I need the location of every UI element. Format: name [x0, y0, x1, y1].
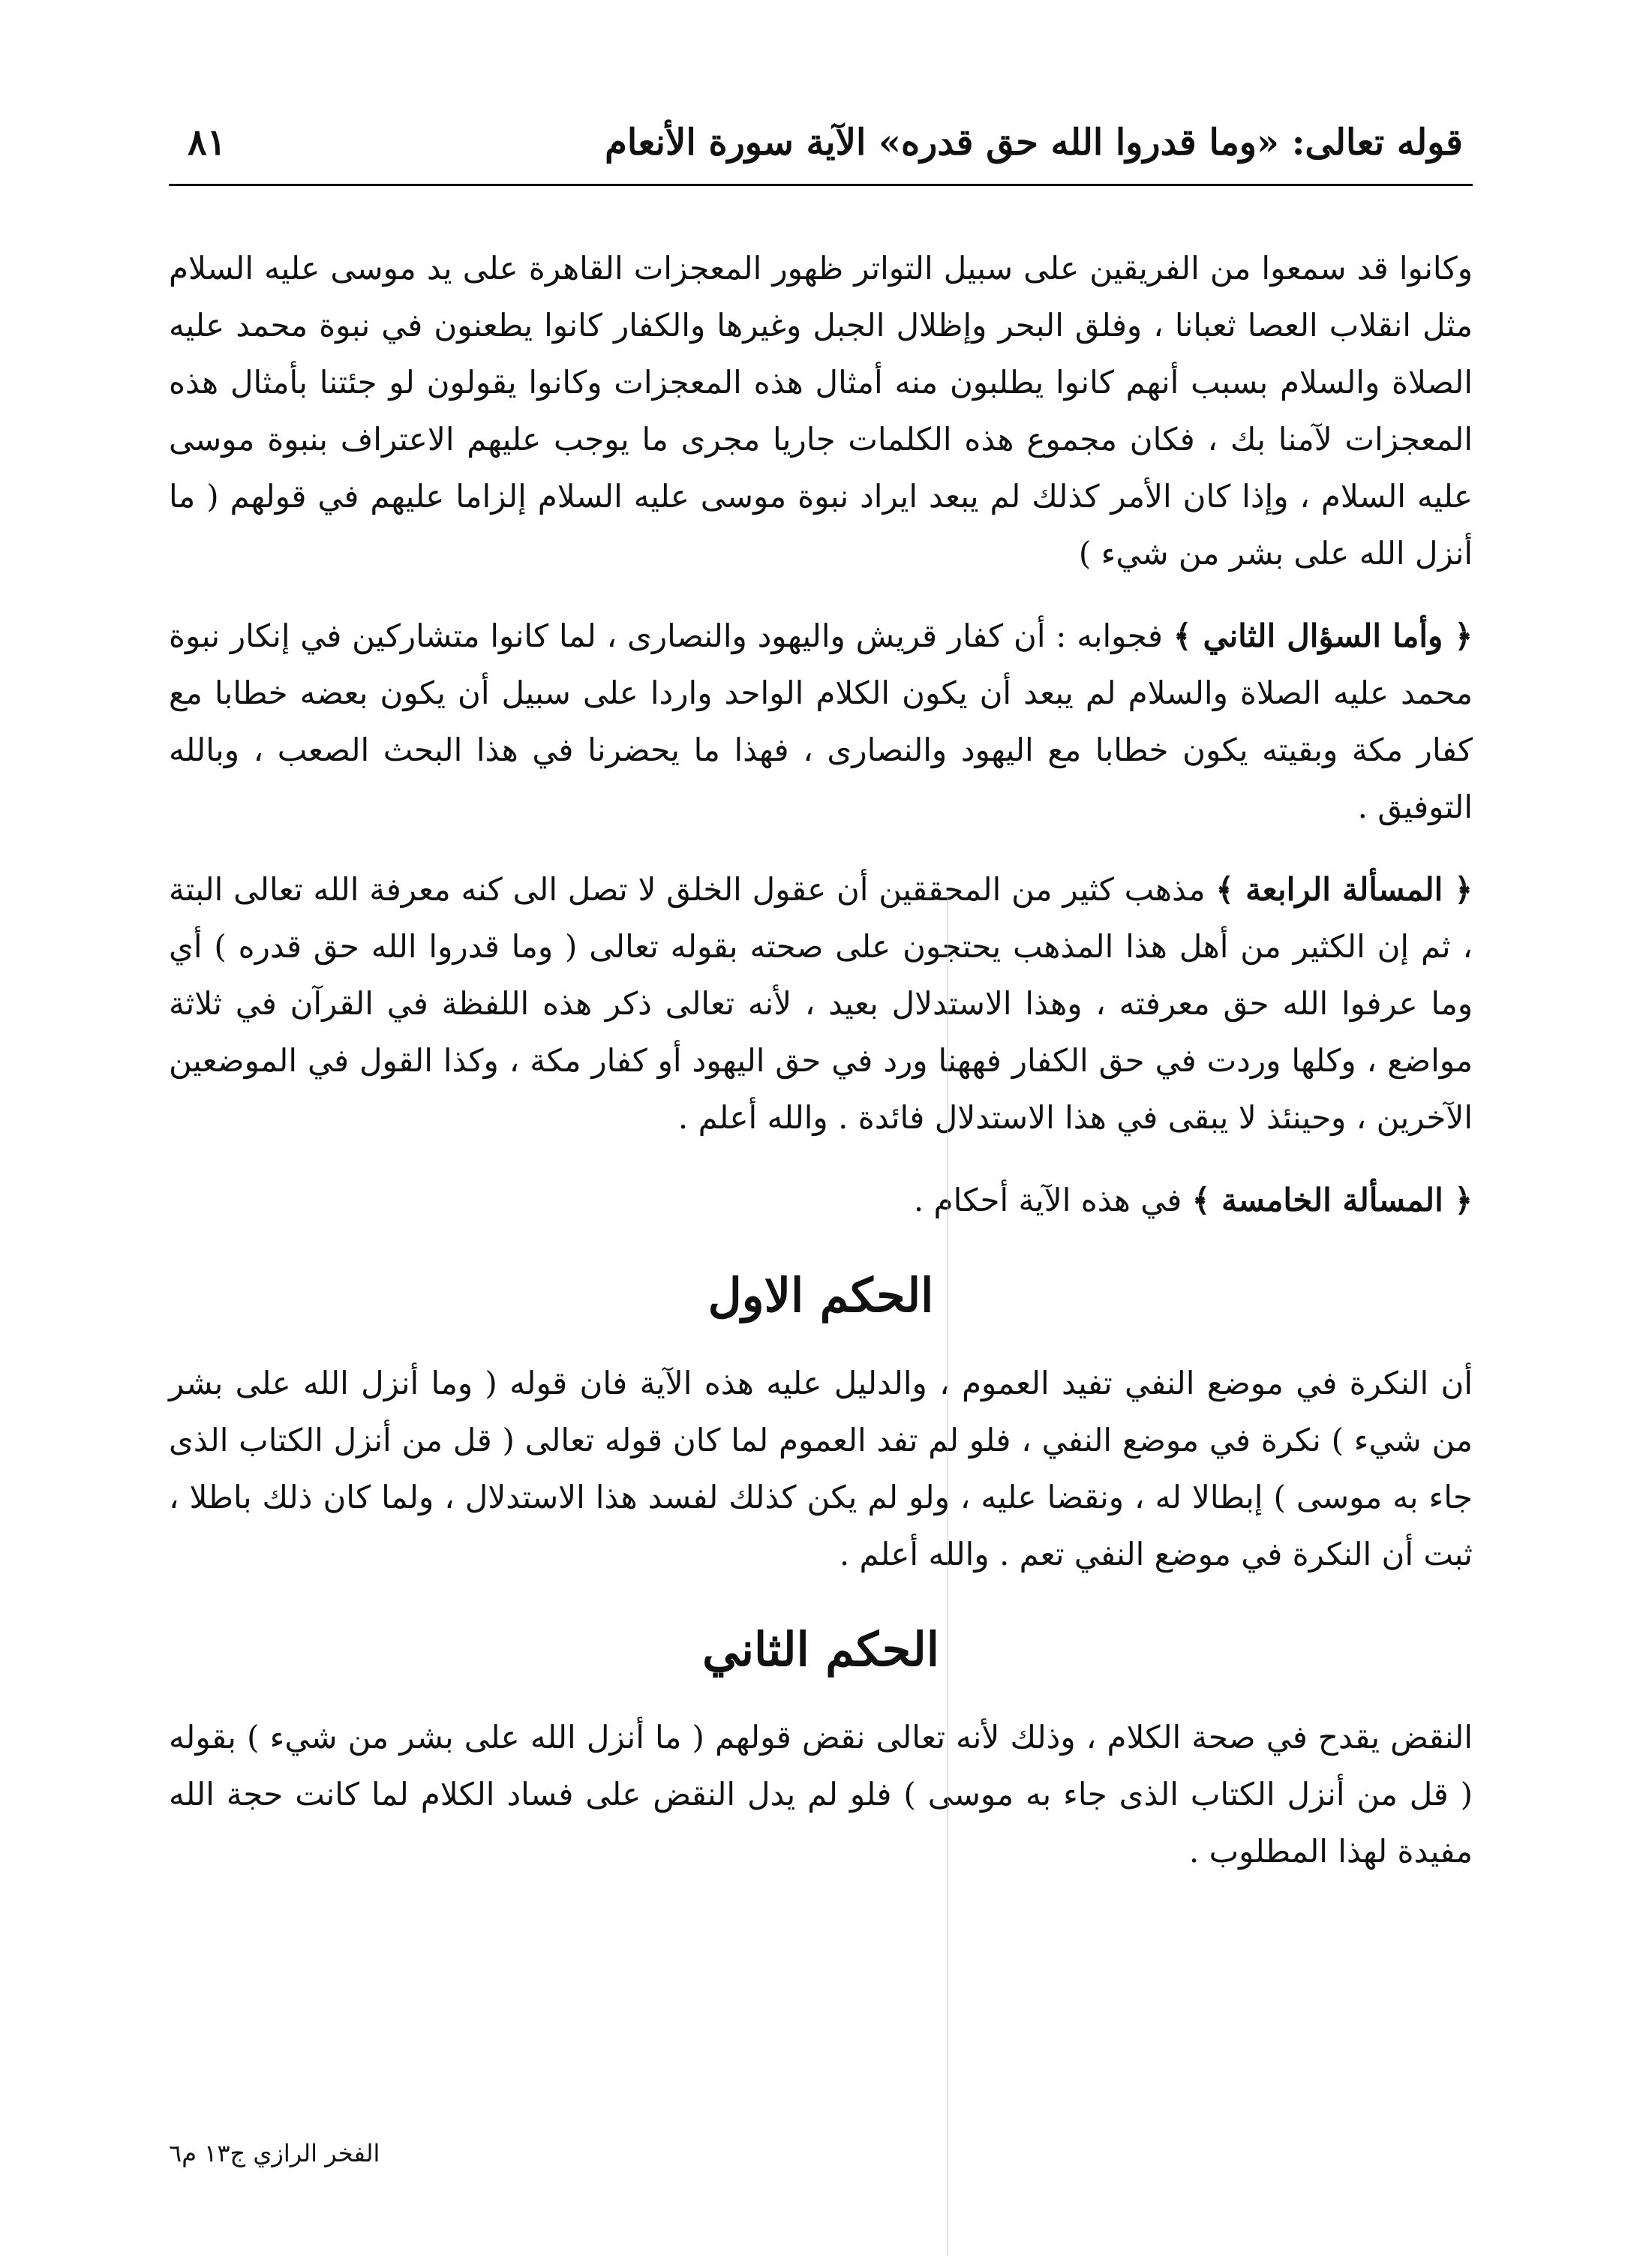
heading-ruling-two: الحكم الثاني — [702, 1622, 939, 1677]
paragraph-1-text: وكانوا قد سمعوا من الفريقين على سبيل التواتر ظهور المعجزات القاهرة على يد موسى عليه السلام مثل انقلاب العصا ثعبانا ، وفلق البحر وإظلال الجبل وغيرها والكفار كانوا يطعنون في نبوة محمد عليه الصلاة والسلام بسبب أنهم كانوا يطلبون منه أمثال هذه المعجزات وكانوا يقولون لو جئتنا بأمثال هذه المعجزات لآمنا بك ، فكان مجموع هذه الكلمات جاريا مجرى ما يوجب عليهم الاعتراف بنبوة موسى عليه السلام ، وإذا كان الأمر كذلك لم يبعد ايراد نبوة موسى عليه السلام إلزاما عليهم في قولهم ( ما أنزل الله على بشر من شيء ) — [169, 250, 1473, 572]
section-marker-fourth-issue: ﴿ المسألة الرابعة ﴾ — [1215, 871, 1473, 908]
page-number: ٨١ — [188, 122, 227, 164]
page-body — [169, 240, 1473, 1906]
section-marker-second-question: ﴿ وأما السؤال الثاني ﴾ — [1173, 617, 1473, 654]
paragraph-fifth-issue — [169, 1172, 1473, 1229]
page-footer-signature: الفخر الرازي ج١٣ م٦ — [169, 2139, 380, 2167]
header-rule — [169, 184, 1473, 186]
section-marker-fifth-issue: ﴿ المسألة الخامسة ﴾ — [1191, 1182, 1473, 1218]
paragraph-1 — [169, 240, 1473, 582]
paragraph-ruling-two-text: النقض يقدح في صحة الكلام ، وذلك لأنه تعالى نقض قولهم ( ما أنزل الله على بشر من شيء ) بقوله ( قل من أنزل الكتاب الذى جاء به موسى ) فلو لم يدل النقض على فساد الكلام لما كانت حجة الله مفيدة لهذا المطلوب . — [169, 1719, 1473, 1870]
paragraph-ruling-one-text: أن النكرة في موضع النفي تفيد العموم ، والدليل عليه هذه الآية فان قوله ( وما أنزل الله على بشر من شيء ) نكرة في موضع النفي ، فلو لم تفد العموم لما كان قوله تعالى ( قل من أنزل الكتاب الذى جاء به موسى ) إبطالا له ، ونقضا عليه ، ولو لم يكن كذلك لفسد هذا الاستدلال ، ولما كان ذلك باطلا ، ثبت أن النكرة في موضع النفي تعم . والله أعلم . — [169, 1365, 1473, 1573]
heading-ruling-one: الحكم الاول — [707, 1268, 934, 1323]
paragraph-second-question — [169, 608, 1473, 836]
paragraph-ruling-two — [169, 1709, 1473, 1880]
paragraph-fourth-issue — [169, 861, 1473, 1146]
paragraph-ruling-one — [169, 1355, 1473, 1583]
paragraph-second-question-text: فجوابه : أن كفار قريش واليهود والنصارى ، لما كانوا متشاركين في إنكار نبوة محمد عليه الصلاة والسلام لم يبعد أن يكون الكلام الواحد واردا على سبيل أن يكون بعضه خطابا مع كفار مكة وبقيته يكون خطابا مع اليهود والنصارى ، فهذا ما يحضرنا في هذا البحث الصعب ، وبالله التوفيق . — [169, 617, 1473, 825]
paragraph-fourth-issue-text: مذهب كثير من المحققين أن عقول الخلق لا تصل الى كنه معرفة الله تعالى البتة ، ثم إن الكثير من أهل هذا المذهب يحتجون على صحته بقوله تعالى ( وما قدروا الله حق قدره ) أي وما عرفوا الله حق معرفته ، وهذا الاستدلال بعيد ، لأنه تعالى ذكر هذه اللفظة في القرآن في ثلاثة مواضع ، وكلها وردت في حق الكفار فههنا ورد في حق اليهود أو كفار مكة ، وكذا القول في الموضعين الآخرين ، وحينئذ لا يبقى في هذا الاستدلال فائدة . والله أعلم . — [169, 871, 1473, 1136]
running-header-title: قوله تعالى: «وما قدروا الله حق قدره» الآية سورة الأنعام — [605, 122, 1463, 164]
paragraph-fifth-issue-text: في هذه الآية أحكام . — [913, 1182, 1182, 1218]
running-header — [188, 113, 1463, 173]
